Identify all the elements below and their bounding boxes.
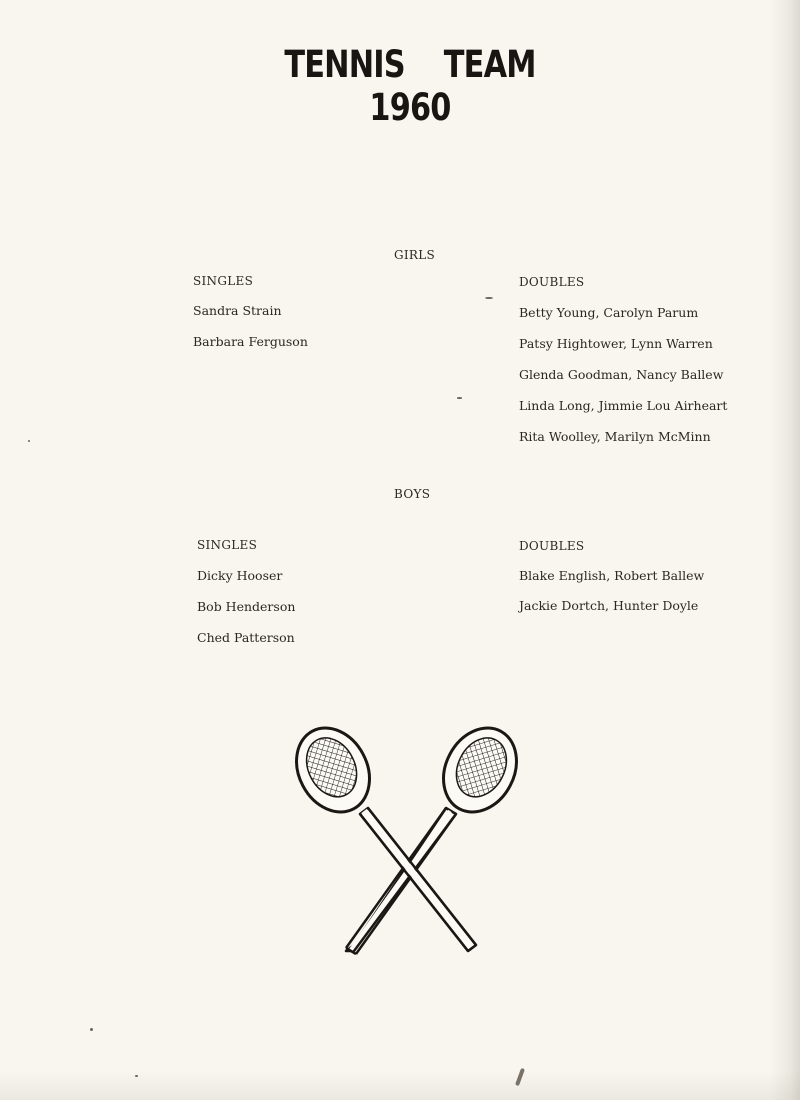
paper-speck	[90, 1028, 93, 1031]
boys-doubles-pair: Jackie Dortch, Hunter Doyle	[519, 598, 699, 613]
paper-speck	[135, 1075, 138, 1077]
paper-speck	[457, 397, 462, 399]
boys-heading: BOYS	[394, 487, 431, 501]
girls-doubles-pair: Betty Young, Carolyn Parum	[519, 305, 699, 320]
girls-singles-player: Barbara Ferguson	[193, 334, 308, 349]
girls-singles-player: Sandra Strain	[193, 303, 282, 318]
girls-heading: GIRLS	[394, 248, 436, 262]
boys-singles-player: Dicky Hooser	[197, 568, 283, 583]
boys-doubles-label: DOUBLES	[519, 539, 585, 553]
girls-doubles-label: DOUBLES	[519, 275, 585, 289]
page-title: TENNIS TEAM	[284, 43, 536, 86]
girls-doubles-pair: Glenda Goodman, Nancy Ballew	[519, 367, 724, 382]
boys-doubles-pair: Blake English, Robert Ballew	[519, 568, 705, 583]
paper-speck	[28, 440, 30, 442]
girls-doubles-pair: Patsy Hightower, Lynn Warren	[519, 336, 713, 351]
girls-doubles-pair: Linda Long, Jimmie Lou Airheart	[519, 398, 728, 413]
girls-singles-label: SINGLES	[193, 274, 254, 288]
girls-doubles-pair: Rita Woolley, Marilyn McMinn	[519, 429, 711, 444]
page-title-year: 1960	[369, 86, 451, 129]
boys-singles-label: SINGLES	[197, 538, 258, 552]
boys-singles-player: Bob Henderson	[197, 599, 296, 614]
paper-speck	[515, 1068, 525, 1086]
paper-speck	[485, 297, 493, 299]
boys-singles-player: Ched Patterson	[197, 630, 295, 645]
crossed-tennis-racquets-icon	[280, 715, 540, 965]
